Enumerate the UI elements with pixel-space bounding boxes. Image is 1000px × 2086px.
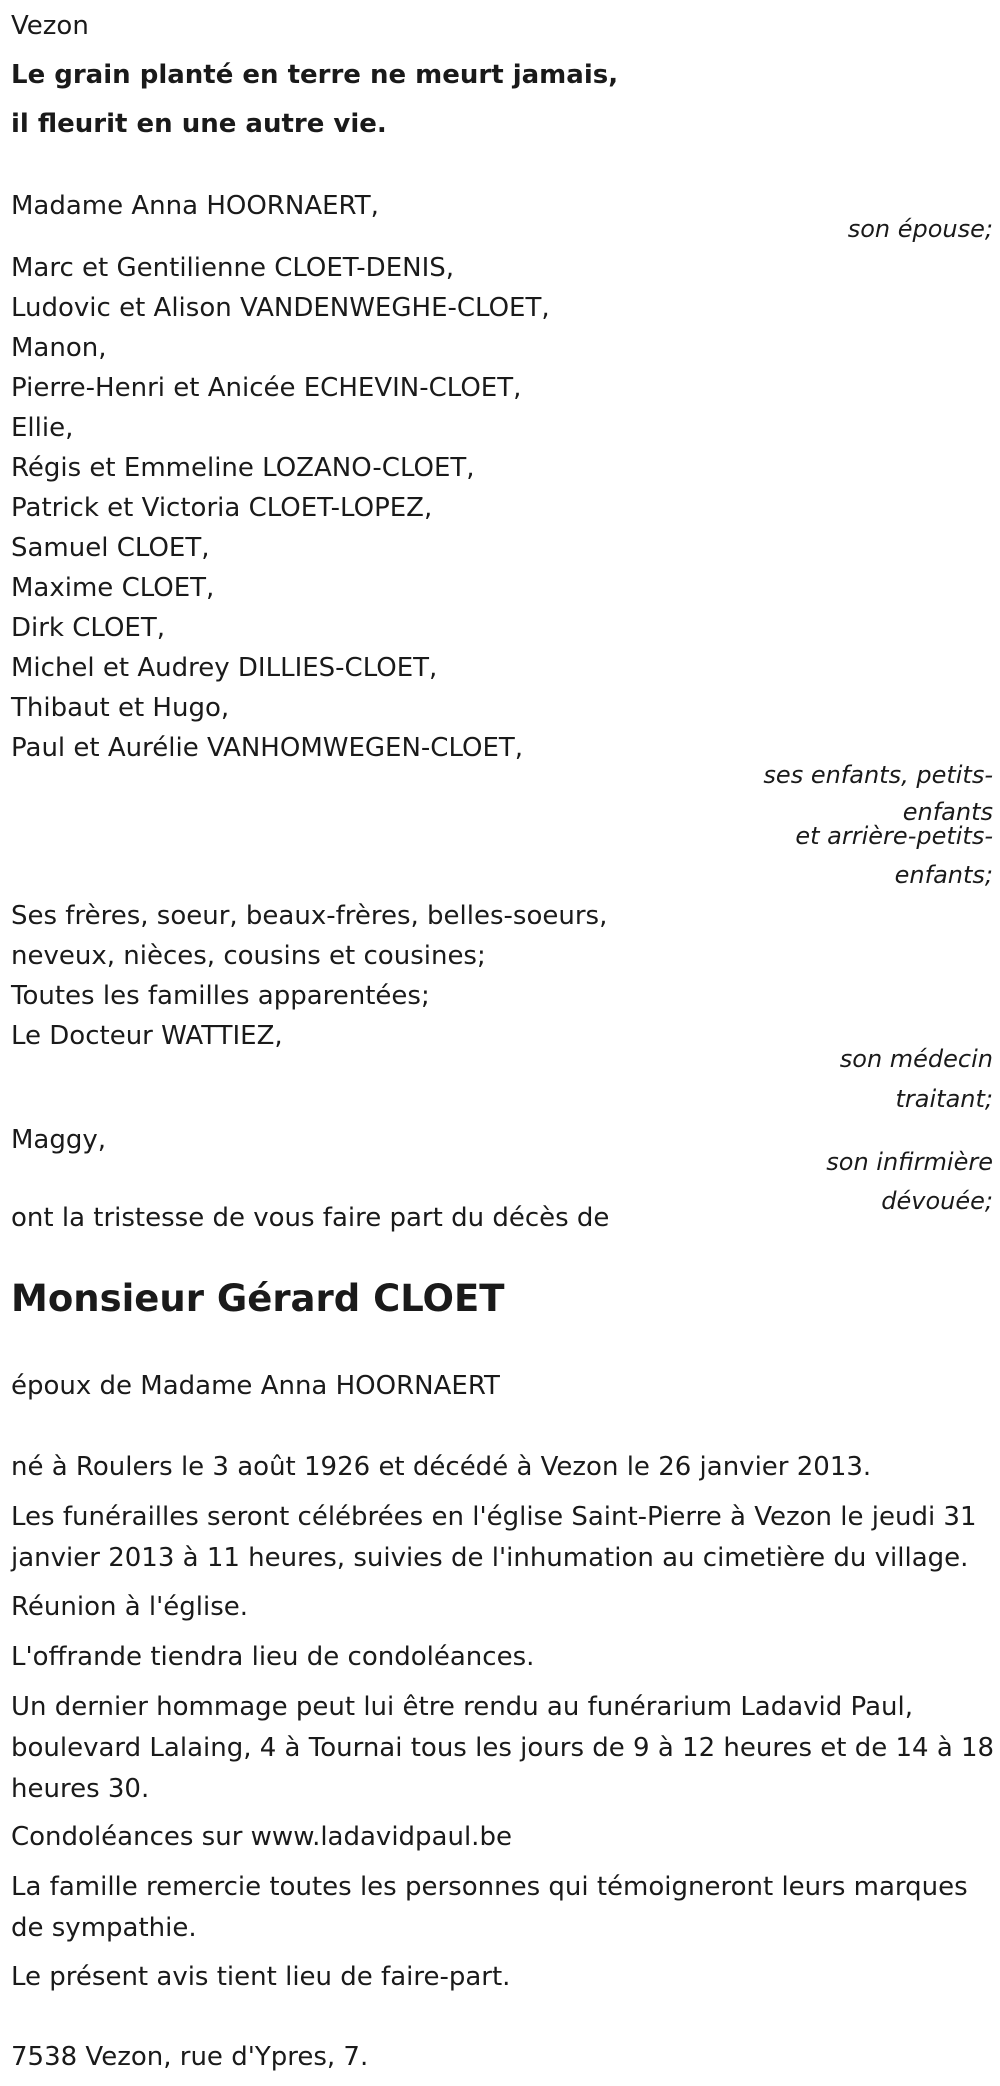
doctor-role-line: traitant;: [895, 1085, 993, 1113]
child-entry: Thibaut et Hugo,: [11, 693, 230, 723]
quote-line-1: Le grain planté en terre ne meurt jamais,: [11, 60, 619, 90]
child-entry: Régis et Emmeline LOZANO-CLOET,: [11, 453, 475, 483]
relatives-line: Toutes les familles apparentées;: [11, 981, 430, 1011]
relatives-line: neveux, nièces, cousins et cousines;: [11, 941, 486, 971]
announcement-text: ont la tristesse de vous faire part du décès de: [11, 1203, 610, 1233]
child-entry: Paul et Aurélie VANHOMWEGEN-CLOET,: [11, 733, 524, 763]
nurse-name: Maggy,: [11, 1125, 107, 1155]
spouse-role: son épouse;: [847, 215, 993, 243]
child-entry: Marc et Gentilienne CLOET-DENIS,: [11, 253, 455, 283]
birth-death-line: né à Roulers le 3 août 1926 et décédé à Vezon le 26 janvier 2013.: [11, 1452, 872, 1482]
church-meeting: Réunion à l'église.: [11, 1592, 249, 1622]
offering-info: L'offrande tiendra lieu de condoléances.: [11, 1642, 535, 1672]
relatives-line: Ses frères, soeur, beaux-frères, belles-soeurs,: [11, 901, 608, 931]
funeral-info: Les funérailles seront célébrées en l'église Saint-Pierre à Vezon le jeudi 31 janvier 2013 à 11 heures, suivies de l'inhumation au cimetière du village.: [11, 1502, 977, 1573]
child-entry: Patrick et Victoria CLOET-LOPEZ,: [11, 493, 433, 523]
children-role-line: enfants: [902, 798, 993, 826]
children-role-line: enfants;: [894, 861, 993, 889]
child-entry: Ludovic et Alison VANDENWEGHE-CLOET,: [11, 293, 550, 323]
doctor-role-line: son médecin: [839, 1045, 993, 1073]
nurse-role-line: son infirmière: [826, 1148, 993, 1176]
doctor-name: Le Docteur WATTIEZ,: [11, 1021, 283, 1051]
child-entry: Ellie,: [11, 413, 74, 443]
thanks-message: La famille remercie toutes les personnes qui témoigneront leurs marques de sympathie.: [11, 1872, 968, 1943]
child-entry: Pierre-Henri et Anicée ECHEVIN-CLOET,: [11, 373, 522, 403]
quote-line-2: il fleurit en une autre vie.: [11, 109, 387, 139]
family-address: 7538 Vezon, rue d'Ypres, 7.: [11, 2042, 369, 2072]
condolences-website: Condoléances sur www.ladavidpaul.be: [11, 1822, 512, 1852]
spouse-name: Madame Anna HOORNAERT,: [11, 191, 379, 221]
child-entry: Samuel CLOET,: [11, 533, 210, 563]
child-entry: Manon,: [11, 333, 107, 363]
children-role-line: et arrière-petits-: [795, 822, 993, 850]
deceased-spouse-line: époux de Madame Anna HOORNAERT: [11, 1371, 500, 1401]
tribute-info: Un dernier hommage peut lui être rendu au funérarium Ladavid Paul, boulevard Lalaing, 4 à Tournai tous les jours de 9 à 12 heures et de 14 à 18 heures 30.: [11, 1692, 995, 1804]
child-entry: Dirk CLOET,: [11, 613, 166, 643]
nurse-role-line: dévouée;: [881, 1187, 993, 1215]
child-entry: Michel et Audrey DILLIES-CLOET,: [11, 653, 438, 683]
place-heading: Vezon: [11, 11, 89, 41]
children-role-line: ses enfants, petits-: [763, 761, 993, 789]
notice-statement: Le présent avis tient lieu de faire-part.: [11, 1962, 511, 1992]
child-entry: Maxime CLOET,: [11, 573, 215, 603]
deceased-name: Monsieur Gérard CLOET: [11, 1277, 505, 1320]
